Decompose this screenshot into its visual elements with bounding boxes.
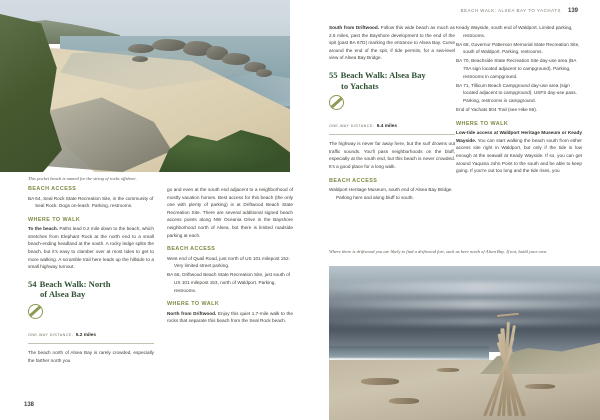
beach-access-item: BA 70, Beachside State Recreation Site day-use area (BA 70A sign located adjacent to campground). Parking, restrooms in campground. (456, 58, 577, 79)
walk-intro-continuation: go and even at the south end adjacent to a neighborhood of mostly vacation homes. Best access for this beach (the only one with plenty of parking) is at Driftwood Beach State Recreation Site. There are several additional signed beach access points along NW Oceania Drive in the Bayshore neighborhood north of Alsea, but there is limited roadside parking at each. (167, 187, 293, 238)
caption-top-photo: This pocket beach is named for the string of rocks offshore. (28, 176, 137, 181)
text-column-2 (167, 186, 293, 330)
heading-beach-access: BEACH ACCESS (28, 186, 77, 192)
distance-line (329, 114, 455, 135)
photo-offshore-rock (256, 69, 272, 77)
text-column-4 (456, 24, 582, 179)
photo-driftwood-fort (329, 266, 600, 420)
walk-intro-paragraph: The beach north of Alsea Bay is rarely crowded, especially the farther north you (28, 350, 154, 363)
photo-offshore-rock (128, 44, 154, 53)
text-column-1 (28, 186, 154, 369)
photo-offshore-rock (152, 39, 186, 51)
beach-access-item: BA 71, Tillicum Beach Campground day-use area (sign located adjacent to campground). USFS day-use pass. Parking, restrooms in campground. (456, 82, 577, 103)
walk-intro-paragraph: The highway is never far away here, but the surf drowns out traffic sounds. You'll pass neighborhoods on the bluff, especially at the south end, but this beach is never crowded. It's a good place for a long walk. (329, 141, 455, 170)
walk-title-line-1: Beach Walk: Alsea Bay (340, 70, 426, 81)
beach-access-item: BA 66, Driftwood Beach State Recreation Site, just south of US 101 milepost 153, north of Waldport. Parking, restrooms. (167, 272, 290, 293)
page-folio-left: 138 (24, 402, 35, 408)
beach-access-item: Keady Wayside, south end of Waldport. Limited parking, restrooms. (456, 25, 573, 38)
heading-where-to-walk: WHERE TO WALK (28, 216, 81, 223)
running-head-folio: 139 (567, 8, 578, 14)
text-column-3 (329, 24, 455, 203)
photo-offshore-rock (132, 56, 148, 62)
walk-paragraph (28, 225, 154, 271)
heading-where-to-walk: WHERE TO WALK (456, 120, 509, 127)
heading-where-to-walk: WHERE TO WALK (167, 301, 220, 308)
walk-paragraph (456, 129, 582, 175)
beach-access-item: Waldport Heritage Museum, south end of Alsea Bay Bridge. Parking here and along bluff to south. (329, 187, 453, 200)
distance-value: 6.4 miles (376, 124, 397, 130)
beach-walk-badge-icon (329, 95, 344, 110)
walk-title-line-2: to Yachats (341, 80, 379, 91)
distance-label: ONE-WAY DISTANCE: (28, 332, 74, 337)
heading-beach-access: BEACH ACCESS (167, 246, 216, 253)
walk-lead-in: Low-tide access at Waldport Heritage Museum or Keady Wayside. (456, 130, 582, 143)
photo-cloud-band (329, 318, 600, 325)
beach-access-item: West end of Quail Road, just north of US 101 milepost 152. Very limited street parking. (167, 255, 290, 269)
walk-body: Follow this wide beach as much as 2.5 miles, past the Bayshore development to the end of the spit (past BA 67D) marking the entrance to Alsea Bay. Curve around the end of the spit, if tide permits, for a sea-level view of Alsea Bay Bridge. (329, 25, 455, 61)
walk-title-line-2: of Alsea Bay (40, 289, 86, 300)
beach-walk-badge-icon (28, 304, 43, 319)
walk-number: 54 (28, 278, 37, 289)
photo-cloud-band (329, 300, 600, 309)
photo-driftwood-log (525, 384, 555, 389)
photo-driftwood-log (389, 398, 419, 404)
walk-title-54 (28, 279, 154, 300)
beach-access-item: BA 64, Seal Rock State Recreation Site, in the community of Seal Rock. Dogs on-leash. Parking, restrooms. (28, 195, 154, 209)
distance-line (28, 323, 154, 344)
photo-cloud-band (329, 282, 600, 294)
beach-access-item: BA 68, Governor Patterson Memorial State Recreation Site, south of Waldport. Parking, restrooms. (456, 41, 580, 55)
walk-body: Enjoy this quiet 1.7-mile walk to the rocks that separate this beach from the Seal Rock beach. (167, 310, 293, 324)
photo-stormy-sky (329, 266, 600, 352)
walk-body: Paths lead 0.2 mile down to the beach, which stretches from Elephant Rock at the north end to a small beach-ending headland at the south. A rocky ledge splits the beach, but it's easy to clamber over at most tides to get to more walking. A scramble trail here leads up the hillside to a small highway turnout. (28, 226, 154, 270)
distance-value: 5.2 miles (75, 332, 96, 338)
distance-label: ONE-WAY DISTANCE: (329, 124, 375, 129)
photo-driftwood-log (437, 368, 459, 372)
walk-paragraph (167, 310, 293, 325)
walk-title-line-1: Beach Walk: North (39, 278, 111, 289)
beach-access-item: End of Yachats 804 Trail (see Hike 56). (456, 107, 538, 113)
photo-seal-rock-beach (0, 0, 290, 172)
caption-bottom-photo: Where there is driftwood you are likely to find a driftwood fort, such as here north of Alsea Bay. If not, build your own. (329, 249, 548, 254)
walk-lead-in: South from Driftwood. (329, 25, 380, 30)
walk-body: You can start walking the beach south from either access site right in Waldport, but only if the tide is low enough at the seawall at Keady Wayside. If so, you can get around Yaquina John Point to the south and be able to keep going. If you're out too long and the tide rises, you (456, 137, 582, 174)
photo-driftwood-log (361, 378, 399, 385)
running-head (461, 8, 578, 14)
walk-lead-in: North from Driftwood. (167, 310, 217, 316)
running-head-title: BEACH WALK: ALSEA BAY TO YACHATS (460, 8, 561, 13)
walk-title-55 (329, 70, 455, 91)
walk-paragraph (329, 24, 455, 62)
walk-number: 55 (329, 70, 338, 81)
walk-lead-in: To the beach. (28, 226, 59, 232)
heading-beach-access: BEACH ACCESS (329, 177, 378, 184)
